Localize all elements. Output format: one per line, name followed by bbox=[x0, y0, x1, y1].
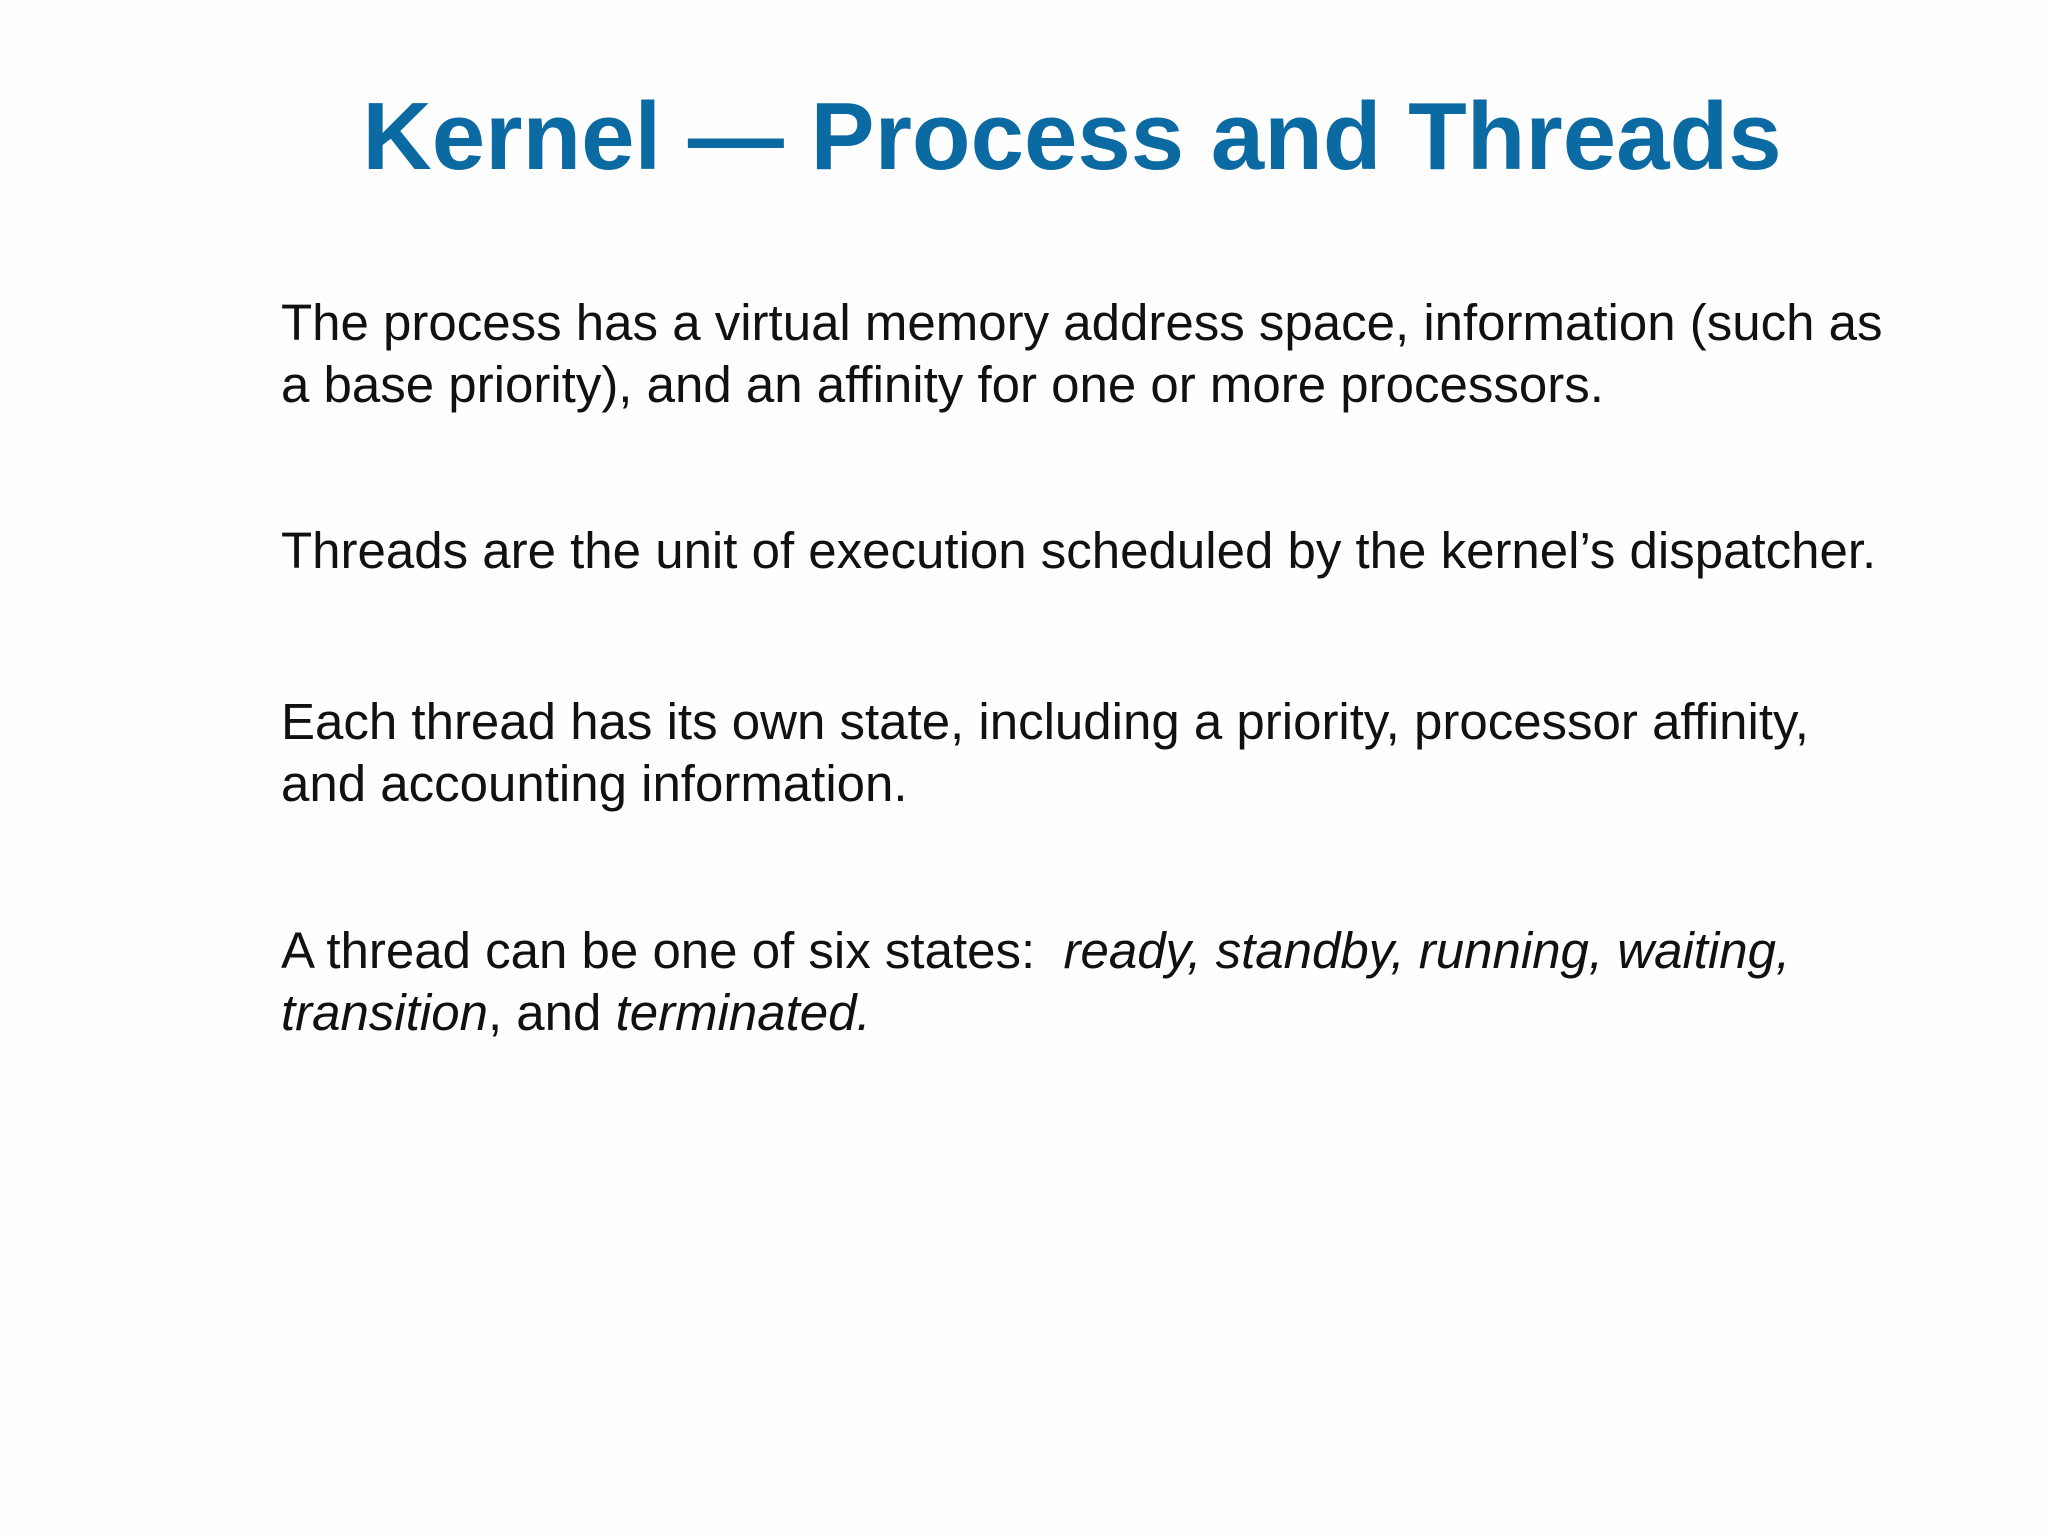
slide-title: Kernel — Process and Threads bbox=[362, 83, 1782, 190]
paragraph-process-line-2: a base priority), and an affinity for one or more processors. bbox=[281, 356, 1604, 413]
paragraph-thread-state bbox=[281, 691, 1961, 815]
thread-states-prefix: A thread can be one of six states: bbox=[281, 922, 1064, 979]
paragraph-threads bbox=[281, 520, 1961, 582]
paragraph-process bbox=[281, 292, 1961, 416]
paragraph-threads-line-1: Threads are the unit of execution scheduled by the kernel’s dispatcher. bbox=[281, 522, 1877, 579]
paragraph-process-line-1: The process has a virtual memory address space, information (such as bbox=[281, 294, 1883, 351]
state-terminated: terminated. bbox=[615, 984, 871, 1041]
paragraph-thread-state-line-1: Each thread has its own state, including a priority, processor affinity, bbox=[281, 693, 1809, 750]
paragraph-thread-states bbox=[281, 920, 1961, 1044]
thread-states-list: ready, standby, running, waiting, bbox=[1063, 922, 1791, 979]
paragraph-thread-state-line-2: and accounting information. bbox=[281, 755, 908, 812]
state-transition: transition bbox=[281, 984, 488, 1041]
thread-states-joiner: , and bbox=[487, 984, 616, 1041]
